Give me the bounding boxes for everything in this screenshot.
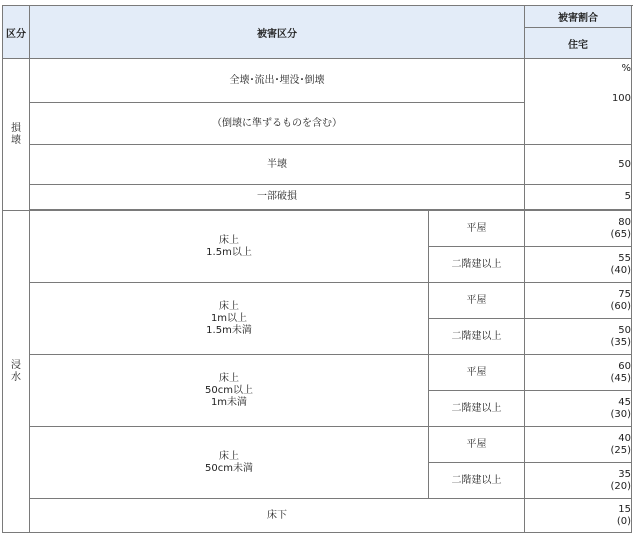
flood-building-type: 二階建以上 (429, 247, 525, 283)
table-row (3, 211, 632, 247)
partial-damage-label: 一部破損 (30, 185, 525, 210)
category-header: 区分 (3, 6, 30, 59)
category-loss: 損壊 (3, 59, 30, 211)
damage-rate-table (2, 5, 632, 533)
flood-group-label: 床上 1.5m以上 (30, 211, 429, 283)
total-collapse-note: （倒壊に準ずるものを含む） (30, 103, 525, 145)
table-row (3, 59, 632, 103)
flood-building-type: 平屋 (429, 427, 525, 463)
flood-building-type: 二階建以上 (429, 463, 525, 499)
partial-house-rate: 5 (525, 185, 632, 210)
flood-house-rate: 40 (25) (525, 427, 632, 463)
flood-building-type: 二階建以上 (429, 391, 525, 427)
header-row (3, 6, 632, 28)
flood-group-label: 床上 50cm以上 1m未満 (30, 355, 429, 427)
table-row (3, 185, 632, 210)
flood-group-label: 床上 50cm未満 (30, 427, 429, 499)
below-floor-house-rate: 15 (0) (525, 499, 632, 533)
flood-building-type: 二階建以上 (429, 319, 525, 355)
below-floor-label: 床下 (30, 499, 525, 533)
table-row (3, 499, 632, 533)
flood-building-type: 平屋 (429, 355, 525, 391)
flood-building-type: 平屋 (429, 283, 525, 319)
flood-building-type: 平屋 (429, 211, 525, 247)
category-flood: 浸水 (3, 211, 30, 533)
flood-house-rate: 80 (65) (525, 211, 632, 247)
damage-class-header: 被害区分 (30, 6, 525, 59)
total-house-rate: % 100 (525, 59, 632, 145)
half-collapse-label: 半壊 (30, 145, 525, 185)
flood-house-rate: 35 (20) (525, 463, 632, 499)
damage-rate-header: 被害割合 (525, 6, 632, 28)
flood-house-rate: 60 (45) (525, 355, 632, 391)
house-header: 住宅 (525, 28, 632, 59)
flood-house-rate: 50 (35) (525, 319, 632, 355)
table-row (3, 283, 632, 319)
flood-group-label: 床上 1m以上 1.5m未満 (30, 283, 429, 355)
flood-house-rate: 55 (40) (525, 247, 632, 283)
table-row (3, 427, 632, 463)
flood-house-rate: 75 (60) (525, 283, 632, 319)
table-row (3, 145, 632, 185)
total-collapse-label: 全壊･流出･埋没･倒壊 (30, 59, 525, 103)
table-row (3, 355, 632, 391)
half-house-rate: 50 (525, 145, 632, 185)
flood-house-rate: 45 (30) (525, 391, 632, 427)
